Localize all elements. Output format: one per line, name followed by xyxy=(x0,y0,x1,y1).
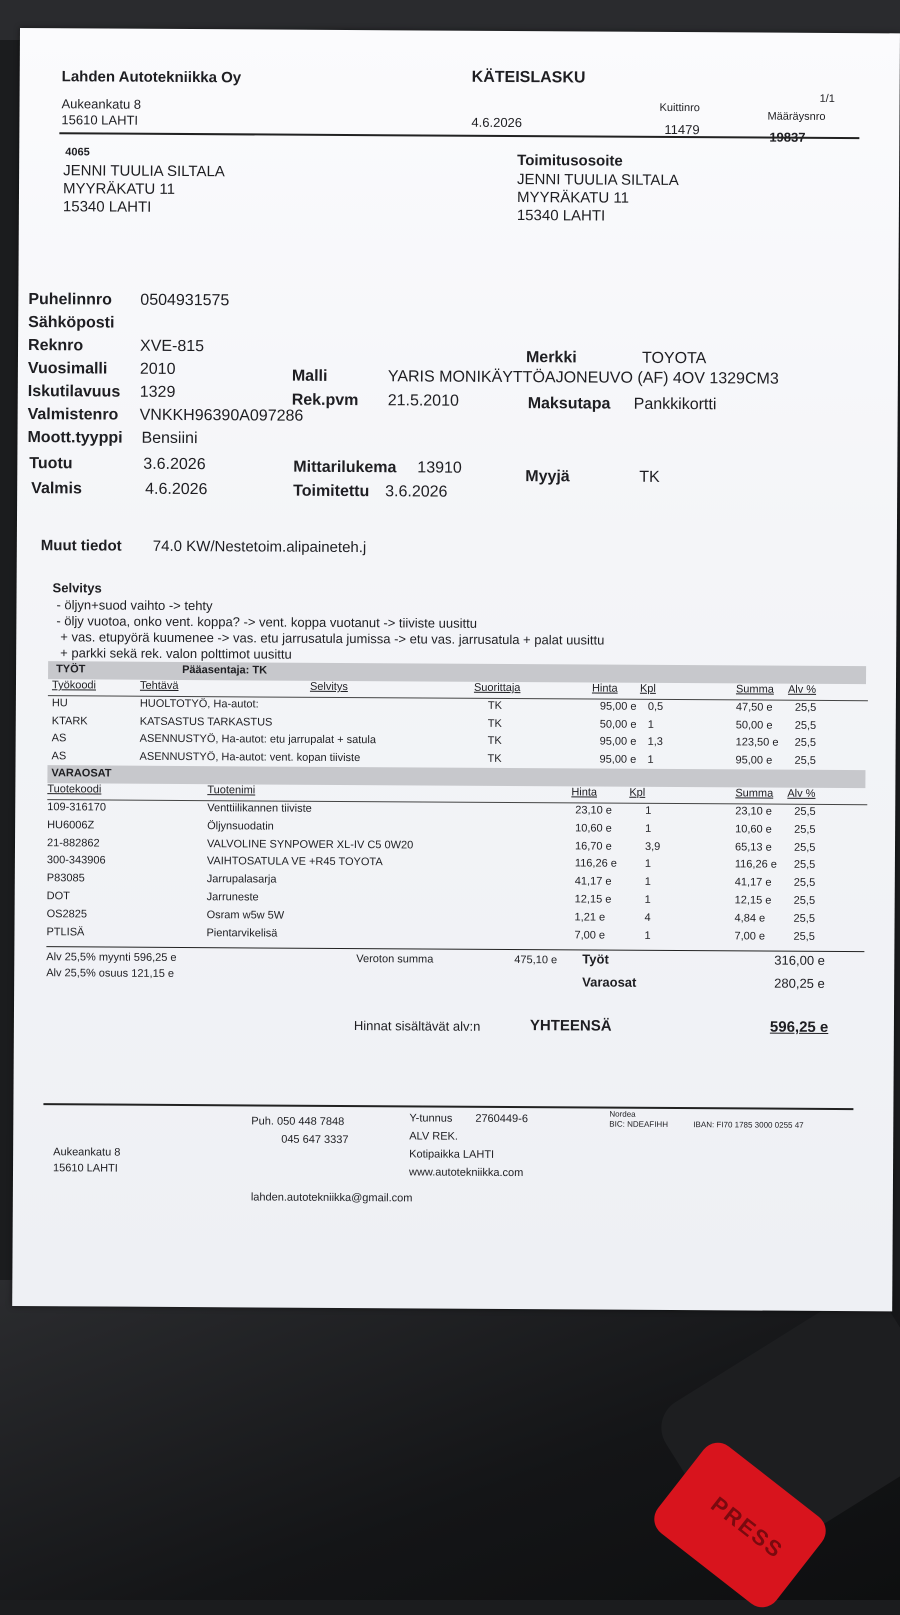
parts-row xyxy=(46,926,866,948)
parts-cell-sum: 10,60 e xyxy=(735,823,772,836)
parts-cell-price: 12,15 e xyxy=(574,893,612,906)
labor-cell-task: KATSASTUS TARKASTUS xyxy=(139,715,273,729)
delivered-value: 3.6.2026 xyxy=(385,483,448,501)
parts-cell-vat: 25,5 xyxy=(793,859,816,872)
receipt-label: Kuittinro xyxy=(659,101,700,115)
phone-value: 0504931575 xyxy=(140,291,230,310)
parts-cell-code: PTLISÄ xyxy=(46,925,85,939)
footer-divider xyxy=(43,1103,853,1110)
labor-cell-performer: TK xyxy=(487,734,502,747)
header-divider xyxy=(59,132,859,139)
col-product-name: Tuotenimi xyxy=(207,784,256,797)
labor-cell-code: AS xyxy=(51,732,67,745)
parts-cell-name: VAIHTOSATULA VE +R45 TOYOTA xyxy=(206,855,383,869)
labor-cell-performer: TK xyxy=(487,699,502,712)
brought-label: Tuotu xyxy=(29,455,73,473)
incl-vat-note: Hinnat sisältävät alv:n xyxy=(353,1018,481,1034)
brought-value: 3.6.2026 xyxy=(143,455,206,474)
parts-cell-price: 23,10 e xyxy=(575,804,612,817)
col-sum: Summa xyxy=(735,787,774,800)
labor-cell-vat: 25,5 xyxy=(794,754,816,767)
explanation-title: Selvitys xyxy=(52,580,102,596)
footer-street: Aukeankatu 8 xyxy=(53,1146,121,1159)
parts-cell-code: DOT xyxy=(46,890,70,903)
parts-section-title: VARAOSAT xyxy=(51,767,112,780)
labor-cell-code: KTARK xyxy=(51,714,88,727)
year-value: 2010 xyxy=(139,360,176,378)
labor-cell-performer: TK xyxy=(487,752,502,765)
seller-value: TK xyxy=(639,468,660,486)
page-number: 1/1 xyxy=(819,92,835,105)
labor-cell-vat: 25,5 xyxy=(794,736,817,749)
company-city: 15610 LAHTI xyxy=(61,112,139,128)
company-name: Lahden Autotekniikka Oy xyxy=(61,68,242,87)
parts-cell-name: Jarruneste xyxy=(206,891,259,904)
labor-cell-qty: 1,3 xyxy=(647,735,663,748)
parts-cell-code: HU6006Z xyxy=(47,818,95,832)
customer-id: 4065 xyxy=(65,146,90,159)
delivery-name: JENNI TUULIA SILTALA xyxy=(517,171,679,190)
brand-value: TOYOTA xyxy=(641,349,707,368)
website: www.autotekniikka.com xyxy=(408,1166,524,1180)
parts-cell-sum: 23,10 e xyxy=(735,805,772,818)
parts-cell-price: 7,00 e xyxy=(574,928,606,942)
engine-value: Bensiini xyxy=(141,429,198,448)
col-vat: Alv % xyxy=(787,787,816,800)
labor-total-label: Työt xyxy=(582,951,609,967)
delivered-label: Toimitettu xyxy=(293,482,370,501)
footer-city: 15610 LAHTI xyxy=(52,1162,118,1175)
vat-share: Alv 25,5% osuus 121,15 e xyxy=(46,967,175,980)
displacement-label: Iskutilavuus xyxy=(27,383,121,401)
email-label: Sähköposti xyxy=(28,314,115,332)
parts-cell-code: P83085 xyxy=(46,872,85,885)
labor-cell-sum: 95,00 e xyxy=(735,753,773,767)
seatbelt-release-button: PRESS xyxy=(647,1435,833,1614)
labor-total-value: 316,00 e xyxy=(774,952,825,968)
parts-cell-price: 10,60 e xyxy=(575,822,612,835)
col-price: Hinta xyxy=(591,682,618,695)
labor-cell-sum: 50,00 e xyxy=(735,718,773,732)
labor-cell-code: AS xyxy=(51,749,67,762)
reg-label: Reknro xyxy=(28,337,84,355)
labor-cell-vat: 25,5 xyxy=(794,719,817,732)
col-sum: Summa xyxy=(735,683,774,696)
parts-cell-price: 1,21 e xyxy=(574,911,606,924)
explanation-line: + vas. etupyörä kuumenee -> vas. etu jarrusatula jumissa -> etu vas. jarrusatula + palat uusittu xyxy=(60,629,605,648)
explanation-line: - öljyn+suod vaihto -> tehty xyxy=(56,597,213,614)
model-value: YARIS MONIKÄYTTÖAJONEUVO (AF) 4OV 1329CM3 xyxy=(387,368,779,388)
vin-value: VNKKH96390A097286 xyxy=(139,406,304,425)
brand-label: Merkki xyxy=(525,349,577,367)
parts-cell-vat: 25,5 xyxy=(793,930,815,943)
labor-cell-price: 50,00 e xyxy=(599,718,637,731)
mileage-value: 13910 xyxy=(417,459,462,477)
parts-cell-name: Osram w5w 5W xyxy=(206,908,285,922)
col-qty: Kpl xyxy=(639,682,656,695)
parts-cell-vat: 25,5 xyxy=(793,841,816,854)
labor-cell-sum: 123,50 e xyxy=(735,736,779,749)
payment-label: Maksutapa xyxy=(527,395,611,413)
parts-cell-name: Öljynsuodatin xyxy=(207,819,274,833)
parts-cell-price: 41,17 e xyxy=(574,875,612,888)
customer-city: 15340 LAHTI xyxy=(62,198,152,216)
regdate-value: 21.5.2010 xyxy=(387,392,459,410)
parts-cell-sum: 65,13 e xyxy=(734,840,772,854)
ready-value: 4.6.2026 xyxy=(145,480,208,499)
ready-label: Valmis xyxy=(31,480,82,498)
col-work-code: Työkoodi xyxy=(51,679,97,692)
labor-cell-price: 95,00 e xyxy=(599,753,637,766)
parts-cell-sum: 41,17 e xyxy=(734,876,772,889)
labor-cell-price: 95,00 e xyxy=(599,700,637,713)
labor-cell-vat: 25,5 xyxy=(794,701,817,714)
parts-total-value: 280,25 e xyxy=(774,975,825,991)
year-label: Vuosimalli xyxy=(27,360,108,378)
parts-cell-price: 16,70 e xyxy=(574,839,612,853)
footer-phone-1: Puh. 050 448 7848 xyxy=(251,1115,345,1129)
parts-cell-qty: 1 xyxy=(644,876,651,889)
labor-cell-task: ASENNUSTYÖ, Ha-autot: vent. kopan tiiviste xyxy=(139,750,361,764)
explanation-line: - öljy vuotoa, onko vent. koppa? -> vent. koppa vuotanut -> tiiviste uusittu xyxy=(56,613,478,631)
labor-cell-qty: 1 xyxy=(647,753,654,766)
delivery-street: MYYRÄKATU 11 xyxy=(516,189,630,207)
parts-cell-sum: 7,00 e xyxy=(734,929,766,943)
parts-cell-qty: 1 xyxy=(644,929,651,942)
net-value: 475,10 e xyxy=(514,954,558,967)
phone-label: Puhelinnro xyxy=(28,291,112,309)
parts-cell-vat: 25,5 xyxy=(794,805,816,818)
labor-cell-qty: 0,5 xyxy=(647,700,664,713)
col-task: Tehtävä xyxy=(139,679,179,692)
parts-cell-code: 21-882862 xyxy=(46,836,100,850)
engine-label: Moott.tyyppi xyxy=(27,429,123,447)
document-date: 4.6.2026 xyxy=(471,114,523,131)
parts-cell-code: OS2825 xyxy=(46,907,87,921)
grand-total-value: 596,25 e xyxy=(769,1018,829,1036)
labor-cell-task: HUOLTOTYÖ, Ha-autot: xyxy=(139,697,259,711)
parts-cell-qty: 4 xyxy=(644,911,651,924)
parts-cell-name: Jarrupalasarja xyxy=(206,873,277,886)
ytunnus-label: Y-tunnus xyxy=(409,1112,453,1125)
col-qty: Kpl xyxy=(629,786,646,799)
company-street: Aukeankatu 8 xyxy=(61,96,142,112)
model-label: Malli xyxy=(291,367,328,385)
reg-value: XVE-815 xyxy=(140,337,205,356)
labor-cell-sum: 47,50 e xyxy=(735,701,773,714)
domicile: Kotipaikka LAHTI xyxy=(409,1148,495,1161)
bank-iban: IBAN: FI70 1785 3000 0255 47 xyxy=(693,1120,804,1130)
displacement-value: 1329 xyxy=(139,383,176,401)
labor-cell-qty: 1 xyxy=(647,718,654,731)
parts-cell-price: 116,26 e xyxy=(574,857,617,871)
vat-sales: Alv 25,5% myynti 596,25 e xyxy=(46,951,177,964)
other-info-value: 74.0 KW/Nestetoim.alipaineteh.j xyxy=(152,537,367,557)
bank-bic: BIC: NDEAFIHH xyxy=(609,1119,669,1129)
main-mechanic: Pääasentaja: TK xyxy=(182,664,268,677)
col-description: Selvitys xyxy=(309,680,348,694)
parts-cell-vat: 25,5 xyxy=(793,876,816,890)
labor-cell-code: HU xyxy=(51,697,68,710)
parts-cell-qty: 1 xyxy=(644,858,652,871)
labor-cell-task: ASENNUSTYÖ, Ha-autot: etu jarrupalat + satula xyxy=(139,732,377,747)
labor-cell-performer: TK xyxy=(487,717,502,730)
col-vat: Alv % xyxy=(787,683,817,696)
other-info-label: Muut tiedot xyxy=(40,537,122,555)
parts-cell-qty: 1 xyxy=(645,804,652,817)
regdate-label: Rek.pvm xyxy=(291,391,359,410)
order-label: Määräysnro xyxy=(767,110,826,123)
mileage-label: Mittarilukema xyxy=(293,458,397,477)
col-performer: Suorittaja xyxy=(473,681,521,695)
labor-cell-price: 95,00 e xyxy=(599,735,637,748)
explanation-line: + parkki sekä rek. valon polttimot uusittu xyxy=(60,645,292,662)
parts-cell-name: Pientarvikelisä xyxy=(206,926,278,940)
footer-email: lahden.autotekniikka@gmail.com xyxy=(250,1191,413,1205)
parts-cell-qty: 3,9 xyxy=(644,840,661,853)
parts-cell-code: 109-316170 xyxy=(47,801,107,814)
parts-cell-name: VALVOLINE SYNPOWER XL-IV C5 0W20 xyxy=(206,837,414,852)
net-label: Veroton summa xyxy=(356,953,434,966)
delivery-city: 15340 LAHTI xyxy=(516,207,606,225)
receipt-number: 11479 xyxy=(664,121,700,138)
col-product-code: Tuotekoodi xyxy=(47,783,102,796)
customer-street: MYYRÄKATU 11 xyxy=(62,180,176,198)
customer-name: JENNI TUULIA SILTALA xyxy=(63,162,225,181)
labor-section-title: TYÖT xyxy=(56,663,86,676)
seller-label: Myyjä xyxy=(525,468,570,486)
parts-cell-code: 300-343906 xyxy=(46,854,106,867)
parts-cell-qty: 1 xyxy=(644,893,651,906)
parts-cell-qty: 1 xyxy=(645,822,652,835)
parts-total-label: Varaosat xyxy=(582,974,637,990)
parts-cell-name: Venttiilikannen tiiviste xyxy=(207,802,312,815)
bank-name: Nordea xyxy=(609,1109,636,1119)
invoice-paper xyxy=(12,28,900,1311)
document-title: KÄTEISLASKU xyxy=(471,68,586,87)
payment-value: Pankkikortti xyxy=(633,395,717,414)
parts-cell-sum: 116,26 e xyxy=(734,858,777,872)
col-price: Hinta xyxy=(571,786,598,799)
vin-label: Valmistenro xyxy=(27,406,119,424)
parts-cell-sum: 4,84 e xyxy=(734,912,766,925)
parts-cell-vat: 25,5 xyxy=(794,823,816,836)
grand-total-label: YHTEENSÄ xyxy=(529,1017,612,1035)
footer-phone-2: 045 647 3337 xyxy=(281,1133,349,1147)
delivery-label: Toimitusosoite xyxy=(517,152,623,170)
parts-cell-vat: 25,5 xyxy=(793,912,816,925)
ytunnus-value: 2760449-6 xyxy=(475,1112,528,1126)
vat-registered: ALV REK. xyxy=(409,1130,458,1143)
parts-cell-vat: 25,5 xyxy=(793,894,816,907)
parts-cell-sum: 12,15 e xyxy=(734,894,772,907)
